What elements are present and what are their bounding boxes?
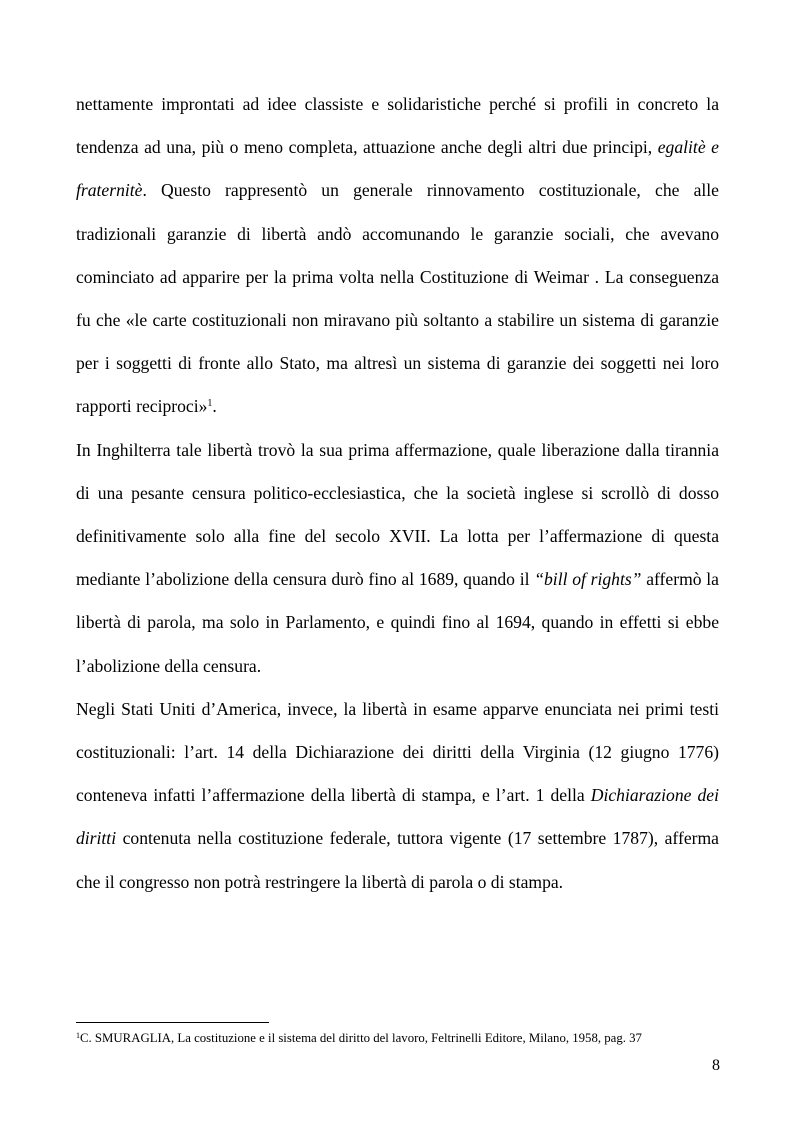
paragraph-3-text-a: Negli Stati Uniti d’America, invece, la libertà in esame apparve enunciata nei primi testi costituzionali: l’art. 14 della Dichiarazione dei diritti della Virginia (12 giugno 1776) conteneva infatti l’affermazione della libertà di stampa, e l’art. 1 della [76,698,719,806]
footnote-text: C. SMURAGLIA, La costituzione e il sistema del diritto del lavoro, Feltrinelli Editore, Milano, 1958, pag. 37 [80,1031,642,1045]
paragraph-2-text-a: In Inghilterra tale libertà trovò la sua prima affermazione, quale liberazione dalla tirannia di una pesante censura politico-ecclesiastica, che la società inglese si scrollò di dosso definitivamente solo alla fine del secolo XVII. La lotta per l’affermazione di questa mediante l’abolizione della censura durò fino al 1689, quando il [76,439,719,590]
paragraph-1-text-a: nettamente improntati ad idee classiste e solidaristiche perché si profili in concreto la tendenza ad una, più o meno completa, attuazione anche degli altri due principi, [76,94,719,158]
paragraph-2 [76,429,719,688]
paragraph-1-text-c: . [212,396,217,417]
paragraph-2-italic-bill-of-rights: “bill of rights” [534,569,642,590]
paragraph-2-text-b: affermò la libertà di parola, ma solo in Parlamento, e quindi fino al 1694, quando in effetti si ebbe l’abolizione della censura. [76,569,719,676]
page-body [76,83,719,904]
paragraph-3 [76,688,719,904]
paragraph-3-text-b: contenuta nella costituzione federale, tuttora vigente (17 settembre 1787), afferma che il congresso non potrà restringere la libertà di parola o di stampa. [76,828,719,892]
footnote-separator [76,1022,269,1023]
paragraph-1 [76,83,719,429]
page-number: 8 [712,1057,720,1074]
paragraph-3-italic-dichiarazione: Dichiarazione dei diritti [76,785,719,849]
footnote-marker: 1 [76,1031,80,1040]
footnote-reference-1[interactable]: 1 [207,398,213,410]
paragraph-1-italic-principles: egalitè e fraternitè [76,137,719,201]
footnote [76,1030,719,1046]
paragraph-1-text-b: . Questo rappresentò un generale rinnovamento costituzionale, che alle tradizionali garanzie di libertà andò accomunando le garanzie sociali, che avevano cominciato ad apparire per la prima volta nella Costituzione di Weimar . La conseguenza fu che «le carte costituzionali non miravano più soltanto a stabilire un sistema di garanzie per i soggetti di fronte allo Stato, ma altresì un sistema di garanzie dei soggetti nei loro rapporti reciproci» [76,180,719,417]
